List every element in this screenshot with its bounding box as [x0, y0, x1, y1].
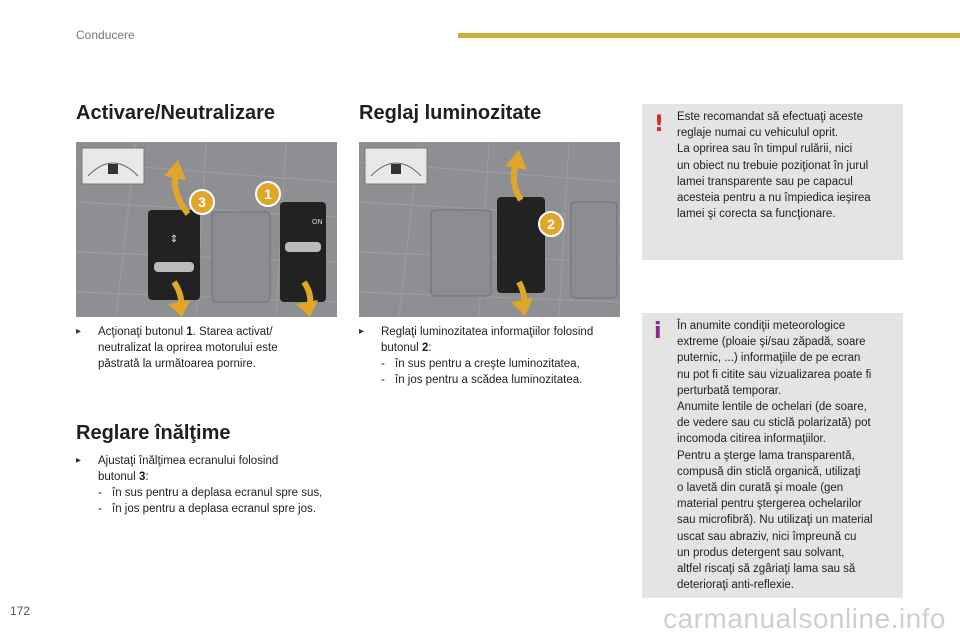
callout-1: 1 — [264, 186, 272, 202]
callout-2: 2 — [547, 216, 555, 232]
paragraph-brightness: ▸ Reglaţi luminozitatea informaţiilor folosind butonul 2: - în sus pentru a creşte luminozitatea, - în jos pentru a scădea luminozitatea. — [359, 326, 594, 386]
bullet-icon: ▸ — [359, 326, 365, 337]
warning-box — [642, 104, 903, 260]
paragraph-activate: ▸ Acţionaţi butonul 1. Starea activat/ neutralizat la oprirea motorului este păstrată la următoarea pornire. — [76, 326, 278, 370]
callout-3: 3 — [198, 194, 206, 210]
heading-brightness: Reglaj luminozitate — [359, 102, 542, 124]
info-box — [642, 313, 903, 598]
heading-height: Reglare înălţime — [76, 422, 231, 444]
heading-activate: Activare/Neutralizare — [76, 102, 275, 124]
bullet-icon: ▸ — [76, 326, 82, 337]
paragraph-height: ▸ Ajustaţi înălţimea ecranului folosind butonul 3: - în sus pentru a deplasa ecranul spre sus, - în jos pentru a deplasa ecranul spre jos. — [76, 455, 323, 515]
warning-text: Este recomandat să efectuaţi aceste reglaje numai cu vehiculul oprit. La oprirea sau în timpul rulării, nici un obiect nu trebuie poziţionat în jurul lamei transparente sau pe capacul acesteia pentru a nu împiedica ieşirea lamei şi corecta sa funcţionare. — [677, 111, 871, 221]
on-label: ON — [312, 219, 323, 226]
svg-text:⇕: ⇕ — [169, 234, 179, 245]
header-accent-rule — [458, 33, 960, 38]
info-icon: i — [654, 319, 662, 344]
illustration-activate — [76, 142, 337, 317]
page-number: 172 — [10, 604, 31, 618]
info-text: În anumite condiţii meteorologice extreme (ploaie şi/sau zăpadă, soare puternic, ...) informaţiile de pe ecran nu pot fi citite sau vizualizarea poate fi perturbată temporar. Anumite lentile de ochelari (de soare, de vedere sau cu sticlă polarizată) pot incomoda citirea informaţiilor. Pentru a şterge lama transparentă, compusă din sticlă organică, utilizaţi o lavetă din curată şi moale (gen material pentru ştergerea ochelarilor sau microfibră). Nu utilizaţi un material uscat sau abraziv, nici împreună cu un produs detergent sau solvant, altfel riscaţi să zgâriaţi lama sau să deterioraţi anti-reflexie. — [677, 320, 873, 592]
illustration-brightness — [359, 142, 620, 317]
header-section-title: Conducere — [76, 28, 135, 42]
watermark: carmanualsonline.info — [663, 603, 946, 634]
warning-icon: ! — [654, 112, 665, 137]
bullet-icon: ▸ — [76, 455, 82, 466]
